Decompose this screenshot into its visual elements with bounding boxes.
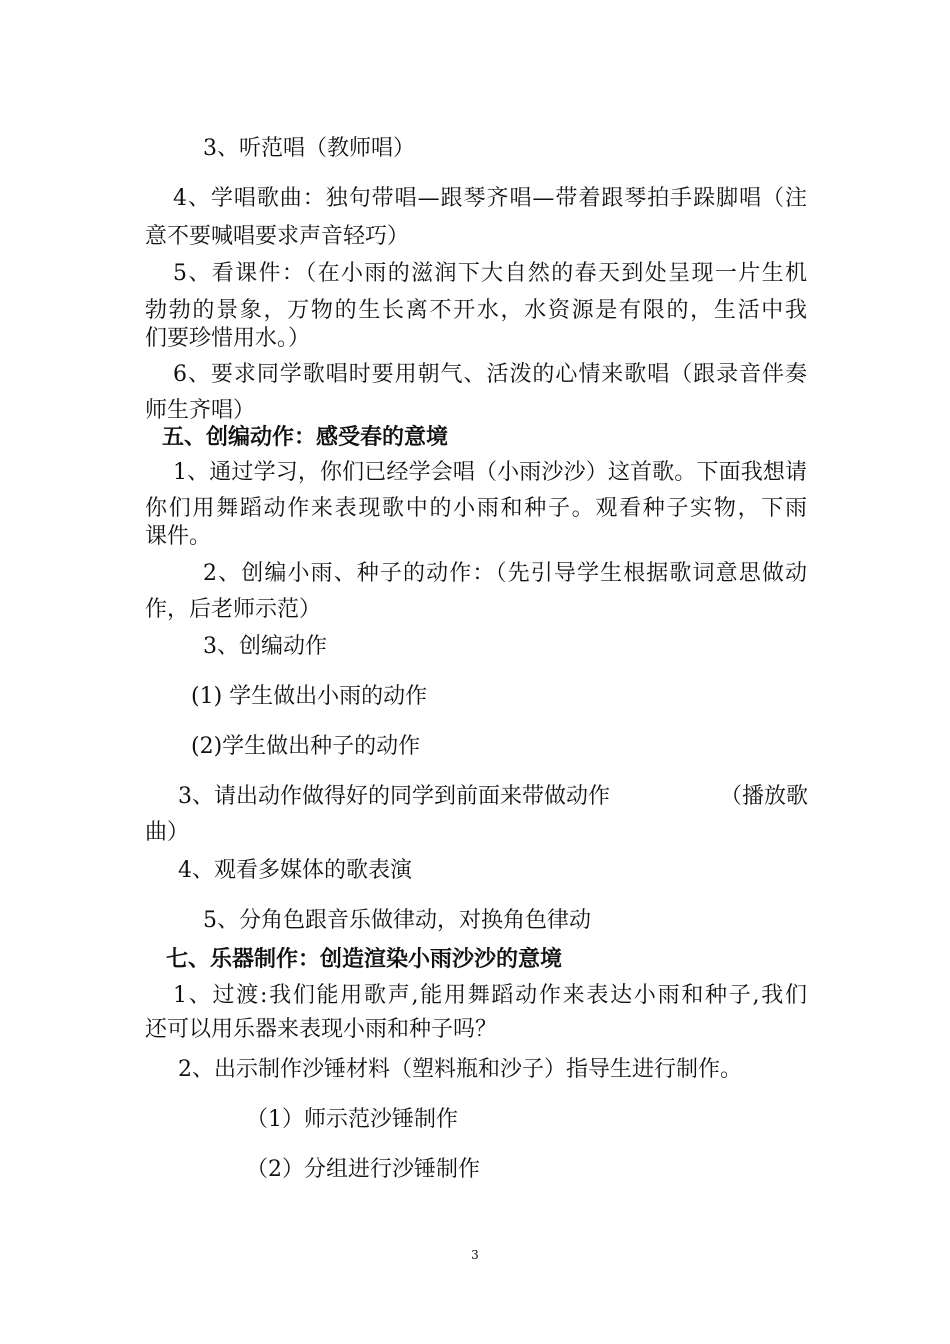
text-line: 1、通过学习，你们已经学会唱（小雨沙沙）这首歌。下面我想请: [173, 460, 807, 485]
text-line: (1) 学生做出小雨的动作: [191, 684, 428, 709]
text-line: 你们用舞蹈动作来表现歌中的小雨和种子。观看种子实物，下雨: [145, 496, 807, 521]
text-line: 2、出示制作沙锤材料（塑料瓶和沙子）指导生进行制作。: [178, 1057, 742, 1082]
page-number: 3: [471, 1248, 479, 1262]
text-line: 师生齐唱）: [145, 398, 256, 423]
text-line: 2、创编小雨、种子的动作：（先引导学生根据歌词意思做动: [203, 561, 807, 586]
text-line: （播放歌: [720, 784, 809, 809]
text-line: 3、听范唱（教师唱）: [203, 136, 415, 161]
text-line: （2）分组进行沙锤制作: [246, 1157, 480, 1182]
text-line: 4、观看多媒体的歌表演: [178, 858, 412, 883]
text-line: 勃勃的景象，万物的生长离不开水，水资源是有限的，生活中我: [145, 298, 807, 323]
text-line: 5、分角色跟音乐做律动，对换角色律动: [203, 908, 591, 933]
text-line: 4、学唱歌曲：独句带唱—跟琴齐唱—带着跟琴拍手跺脚唱（注: [173, 186, 807, 211]
text-line: 3、请出动作做得好的同学到前面来带做动作: [178, 784, 610, 809]
text-line: 们要珍惜用水。）: [145, 326, 311, 351]
text-line: 课件。: [145, 524, 212, 549]
text-line: 还可以用乐器来表现小雨和种子吗？: [145, 1017, 498, 1042]
text-line: 1、过渡:我们能用歌声,能用舞蹈动作来表达小雨和种子,我们: [173, 983, 807, 1008]
text-line: 3、创编动作: [203, 634, 327, 659]
text-line: 曲）: [145, 820, 190, 845]
text-line: （1）师示范沙锤制作: [246, 1107, 458, 1132]
text-line: 5、看课件：（在小雨的滋润下大自然的春天到处呈现一片生机: [173, 261, 807, 286]
text-line: 6、要求同学歌唱时要用朝气、活泼的心情来歌唱（跟录音伴奏: [173, 362, 807, 387]
text-line: 意不要喊唱要求声音轻巧）: [145, 224, 410, 249]
text-line: 作，后老师示范）: [145, 597, 322, 622]
section-heading: 五、创编动作：感受春的意境: [162, 424, 449, 450]
section-heading: 七、乐器制作：创造渲染小雨沙沙的意境: [166, 946, 563, 972]
text-line: (2)学生做出种子的动作: [191, 734, 421, 759]
